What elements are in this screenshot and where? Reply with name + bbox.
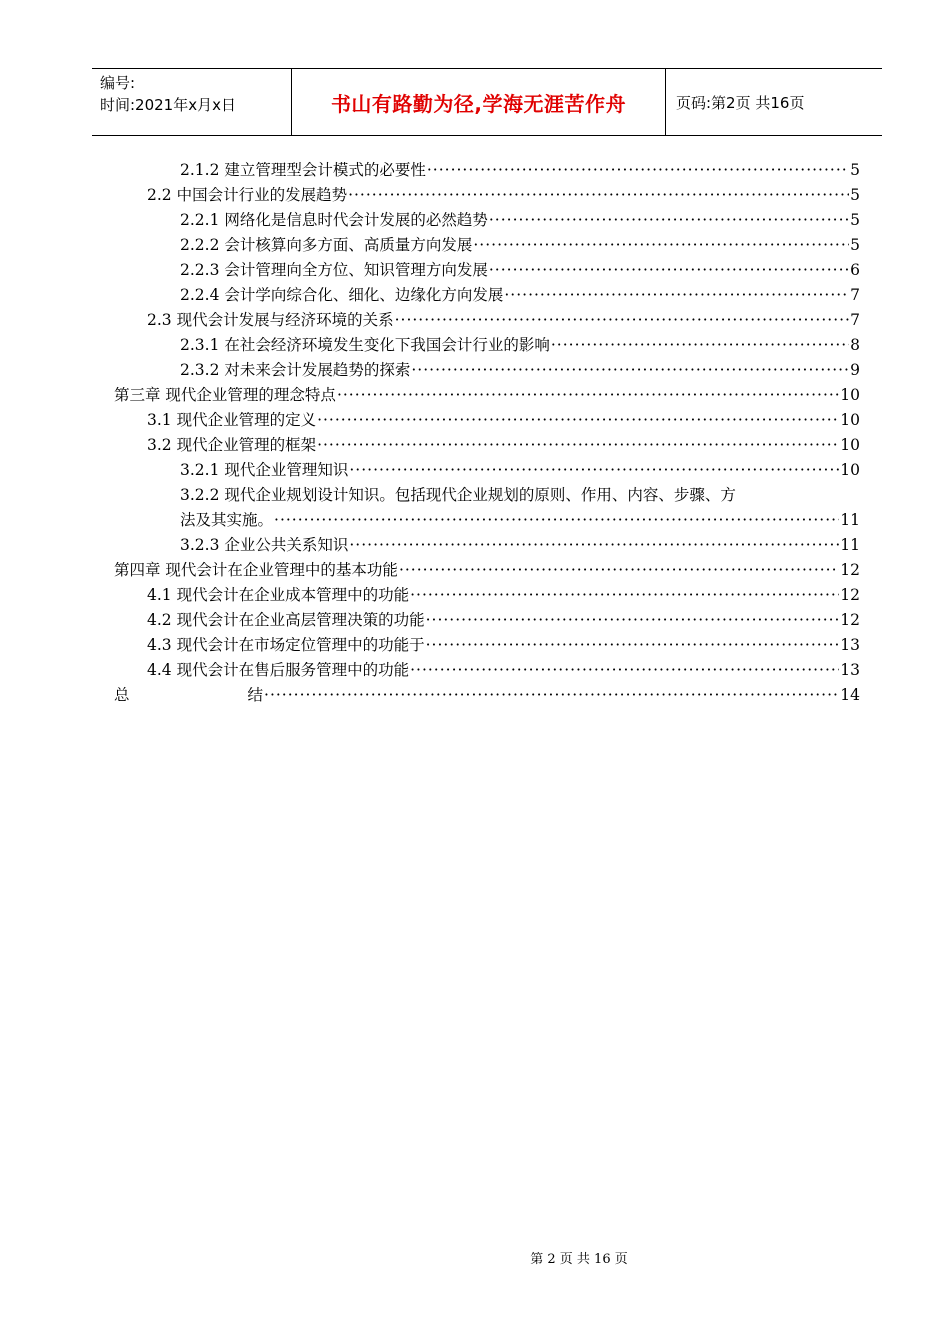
toc-entry[interactable]: 3.2 现代企业管理的框架 ····· 10 [147,433,860,458]
toc-entry[interactable]: 2.2.2 会计核算向多方面、高质量方向发展 ····· 5 [180,233,860,258]
toc-entry[interactable]: 3.2.3 企业公共关系知识 ····· 11 [180,533,860,558]
toc-summary[interactable]: 总 结 ····· 14 [114,683,860,708]
toc-entry[interactable]: 2.3.2 对未来会计发展趋势的探索 ····· 9 [180,358,860,383]
page-header [92,68,882,136]
header-motto: 书山有路勤为径,学海无涯苦作舟 [292,69,666,135]
toc-entry-wrapped[interactable]: 3.2.2 现代企业规划设计知识。包括现代企业规划的原则、作用、内容、步骤、方 法及其实施。 ····· 11 [180,483,860,533]
toc-chapter[interactable]: 第三章 现代企业管理的理念特点 ····· 10 [114,383,860,408]
toc-chapter[interactable]: 第四章 现代会计在企业管理中的基本功能 ····· 12 [114,558,860,583]
header-page-info: 页码:第2页 共16页 [676,93,805,112]
toc-entry[interactable]: 2.2 中国会计行业的发展趋势 ····· 5 [147,183,860,208]
toc-entry[interactable]: 4.1 现代会计在企业成本管理中的功能 ····· 12 [147,583,860,608]
page-footer [0,1248,950,1267]
toc-entry[interactable]: 2.3 现代会计发展与经济环境的关系 ····· 7 [147,308,860,333]
toc-entry[interactable]: 3.1 现代企业管理的定义 ····· 10 [147,408,860,433]
time-label: 时间:2021年x月x日 [100,96,236,114]
footer-page-number: 第 2 页 共 16 页 [530,1252,628,1267]
serial-label: 编号: [100,74,136,92]
toc-entry[interactable]: 4.3 现代会计在市场定位管理中的功能于 ····· 13 [147,633,860,658]
toc-entry-line1: 3.2.2 现代企业规划设计知识。包括现代企业规划的原则、作用、内容、步骤、方 [180,486,736,504]
toc-entry[interactable]: 3.2.1 现代企业管理知识 ····· 10 [180,458,860,483]
toc-entry[interactable]: 2.3.1 在社会经济环境发生变化下我国会计行业的影响 ····· 8 [180,333,860,358]
toc-entry[interactable]: 2.1.2 建立管理型会计模式的必要性 ····· 5 [180,158,860,183]
toc-entry-line2: 法及其实施。 [180,511,274,529]
toc-entry[interactable]: 2.2.4 会计学向综合化、细化、边缘化方向发展 ····· 7 [180,283,860,308]
toc-entry[interactable]: 2.2.3 会计管理向全方位、知识管理方向发展 ····· 6 [180,258,860,283]
toc-entry[interactable]: 4.2 现代会计在企业高层管理决策的功能 ····· 12 [147,608,860,633]
table-of-contents [114,158,860,708]
toc-entry[interactable]: 4.4 现代会计在售后服务管理中的功能 ····· 13 [147,658,860,683]
header-meta [92,69,292,135]
toc-entry[interactable]: 2.2.1 网络化是信息时代会计发展的必然趋势 ····· 5 [180,208,860,233]
